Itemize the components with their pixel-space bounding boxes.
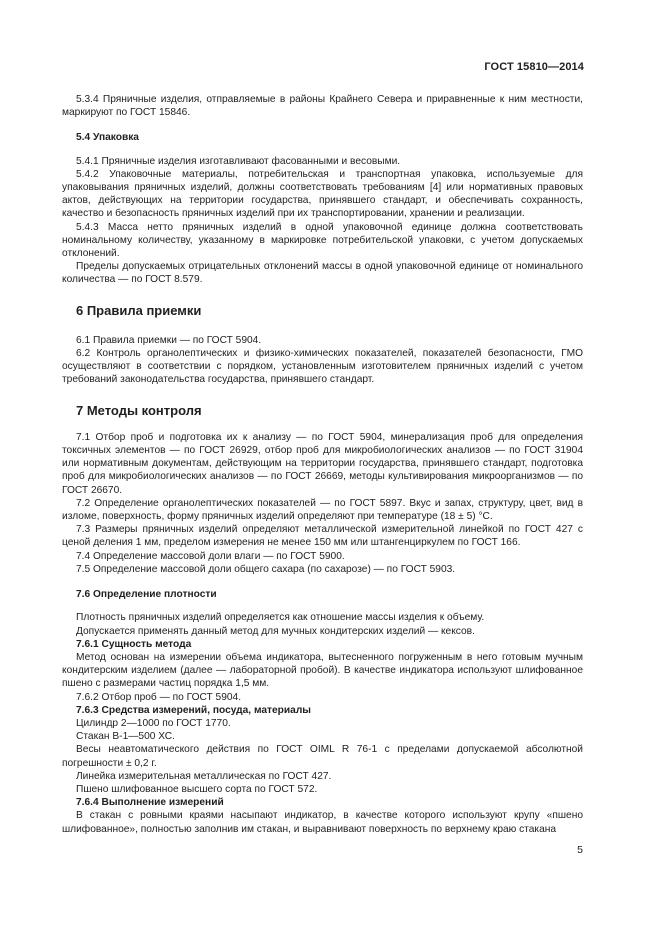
- section-7-heading: 7 Методы контроля: [76, 402, 202, 418]
- paragraph-7-6-2: 7.6.2 Отбор проб — по ГОСТ 5904.: [76, 691, 242, 703]
- paragraph-5-4-2: 5.4.2 Упаковочные материалы, потребительская и транспортная упаковка, используемые для упаковывания пряничных изделий, должны соответствовать требованиям [4] или нормативных правовых актов, действующих на территории государства, принявшего стандарт, и обеспечивать сохранность, качество и безопасность пряничных изделий при их транспортировании, хранении и реализации.: [62, 168, 583, 220]
- paragraph-beaker: Стакан В-1—500 ХС.: [76, 731, 175, 743]
- paragraph-7-5: 7.5 Определение массовой доли общего сахара (по сахарозе) — по ГОСТ 5903.: [76, 563, 456, 575]
- paragraph-6-2: 6.2 Контроль органолептических и физико-химических показателей, показателей безопасности, ГМО осуществляют в соответствии с порядком, установленным изготовителем пряничных изделий с учетом требований законодательства государства, принявшего стандарт.: [62, 348, 583, 386]
- paragraph-millet: Пшено шлифованное высшего сорта по ГОСТ 572.: [76, 783, 318, 795]
- heading-7-6-1: 7.6.1 Сущность метода: [76, 638, 192, 650]
- heading-7-6: 7.6 Определение плотности: [76, 589, 217, 601]
- paragraph-7-1: 7.1 Отбор проб и подготовка их к анализу — по ГОСТ 5904, минерализация проб для определения токсичных элементов — по ГОСТ 26929, отбор проб для микробиологических анализов — по ГОСТ 31904 или нормативным документам, действующим на территории государства, принявшего стандарт, подготовка проб для микробиологических анализов — по ГОСТ 26669, методы культивирования микроорганизмов — по ГОСТ 26670.: [62, 431, 583, 496]
- paragraph-cylinder: Цилиндр 2—1000 по ГОСТ 1770.: [76, 717, 231, 729]
- paragraph-5-4-3: 5.4.3 Масса нетто пряничных изделий в одной упаковочной единице должна соответствовать номинальному количеству, указанному в маркировке потребительской упаковки, с учетом допускаемых отклонений.: [62, 221, 583, 260]
- paragraph-7-6-density: Плотность пряничных изделий определяется как отношение массы изделия к объему.: [76, 612, 485, 624]
- section-6-heading: 6 Правила приемки: [76, 302, 202, 318]
- paragraph-scales: Весы неавтоматического действия по ГОСТ OIML R 76-1 с пределами допускаемой абсолютной погрешности ± 0,2 г.: [62, 744, 583, 769]
- paragraph-5-4-3-limits: Пределы допускаемых отрицательных отклонений массы в одной упаковочной единице от номинального количества — по ГОСТ 8.579.: [62, 261, 583, 286]
- page-number: 5: [577, 844, 583, 856]
- paragraph-7-2: 7.2 Определение органолептических показателей — по ГОСТ 5897. Вкус и запах, структуру, цвет, вид в изломе, поверхность, форму пряничных изделий определяют при температуре (18 ± 5) °С.: [62, 497, 583, 523]
- heading-7-6-3: 7.6.3 Средства измерений, посуда, материалы: [76, 704, 312, 716]
- paragraph-ruler: Линейка измерительная металлическая по ГОСТ 427.: [76, 770, 332, 782]
- heading-7-6-4: 7.6.4 Выполнение измерений: [76, 797, 224, 809]
- paragraph-7-6-4: В стакан с ровными краями насыпают индикатор, в качестве которого используют крупу «пшено шлифованное», полностью заполнив им стакан, и выравнивают поверхность по верхнему краю стакана: [62, 810, 583, 835]
- paragraph-5-4-1: 5.4.1 Пряничные изделия изготавливают фасованными и весовыми.: [76, 155, 401, 167]
- heading-5-4: 5.4 Упаковка: [76, 132, 139, 144]
- paragraph-6-1: 6.1 Правила приемки — по ГОСТ 5904.: [76, 334, 262, 346]
- paragraph-7-4: 7.4 Определение массовой доли влаги — по ГОСТ 5900.: [76, 550, 345, 562]
- paragraph-7-6-cakes: Допускается применять данный метод для мучных кондитерских изделий — кексов.: [76, 625, 475, 637]
- paragraph-7-3: 7.3 Размеры пряничных изделий определяют металлической измерительной линейкой по ГОСТ 427 с ценой деления 1 мм, пределом измерения не менее 150 мм или штангенциркулем по ГОСТ 166.: [62, 524, 583, 549]
- paragraph-5-3-4: 5.3.4 Пряничные изделия, отправляемые в районы Крайнего Севера и приравненные к ним местности, маркируют по ГОСТ 15846.: [62, 94, 583, 119]
- standard-number-header: ГОСТ 15810—2014: [484, 61, 584, 73]
- paragraph-7-6-1: Метод основан на измерении объема индикатора, вытесненного погруженным в него готовым мучным кондитерским изделием (далее — лабораторной пробой). В качестве индикатора используют шлифованное пшено с размерами частиц порядка 1,5 мм.: [62, 651, 583, 690]
- document-body: [62, 93, 583, 836]
